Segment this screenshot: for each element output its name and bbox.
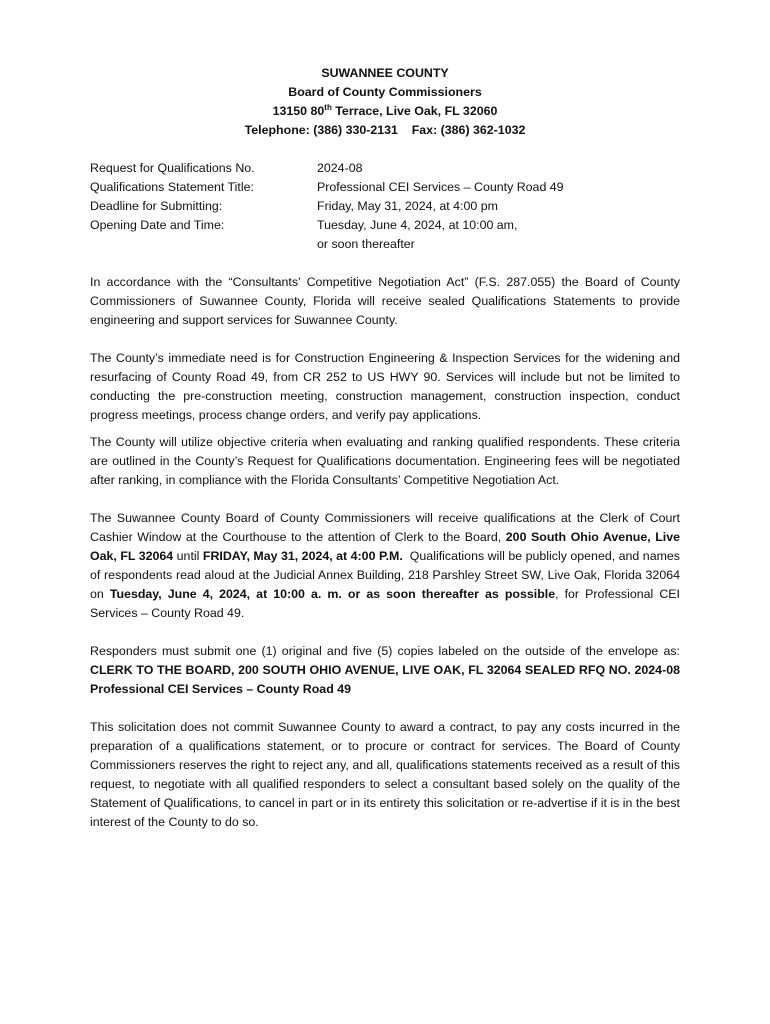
submission-text-4: , for Professional CEI Services – County Road 49. [90,587,681,620]
paragraph-envelope [90,642,680,699]
deadline-label: Deadline for Submitting: [90,199,223,213]
paragraph-submission [90,509,684,623]
rfq-number-value: 2024-08 [317,161,363,175]
title-value: Professional CEI Services – County Road 49 [317,180,564,194]
address-number: 13150 80 [272,104,325,118]
envelope-label: CLERK TO THE BOARD, 200 SOUTH OHIO AVENUE, LIVE OAK, FL 32064 SEALED RFQ NO. 2024-08 Professional CEI Services – County Road 49 [90,663,680,696]
document-page [90,64,684,832]
board-name: Board of County Commissioners [288,85,482,99]
submission-text-1: The Suwannee County Board of County Commissioners will receive qualifications at the Clerk of Court Cashier Window at the Courthouse to the attention of Clerk to the Board, [90,511,680,544]
letterhead [90,64,680,140]
phone-fax-line: Telephone: (386) 330-2131 Fax: (386) 362-1032 [244,123,526,137]
paragraph-need: The County’s immediate need is for Construction Engineering & Inspection Services for the widening and resurfacing of County Road 49, from CR 252 to US HWY 90. Services will include but not be limited to conducting the pre-construction meeting, construction management, construction inspection, conduct progress meetings, process change orders, and verify pay applications. [90,351,680,422]
opening-value: Tuesday, June 4, 2024, at 10:00 am, [317,218,518,232]
submission-text-2: until [173,549,203,563]
county-name: SUWANNEE COUNTY [321,66,449,80]
deadline-value: Friday, May 31, 2024, at 4:00 pm [317,199,498,213]
rfq-number-label: Request for Qualifications No. [90,161,255,175]
submission-text-3: Qualifications will be publicly opened, and names of respondents read aloud at the Judicial Annex Building, 218 Parshley Street SW, Live Oak, Florida 32064 on [90,549,684,601]
address-ordinal: th [324,102,332,112]
opening-label: Opening Date and Time: [90,218,225,232]
rfq-details [90,159,680,254]
address-street: Terrace, Live Oak, FL 32060 [331,104,498,118]
paragraph-criteria: The County will utilize objective criteria when evaluating and ranking qualified respondents. These criteria are outlined in the County’s Request for Qualifications documentation. Engineering fees will be negotiated after ranking, in compliance with the Florida Consultants’ Competitive Negotiation Act. [90,435,680,487]
paragraph-intro: In accordance with the “Consultants’ Competitive Negotiation Act” (F.S. 287.055) the Board of County Commissioners of Suwannee County, Florida will receive sealed Qualifications Statements to provide engineering and support services for Suwannee County. [90,275,680,327]
submission-deadline: FRIDAY, May 31, 2024, at 4:00 P.M. [202,549,403,563]
opening-value-continuation: or soon thereafter [317,237,415,251]
title-label: Qualifications Statement Title: [90,180,254,194]
address-line [90,102,680,121]
submission-address: 200 South Ohio Avenue, Live Oak, FL 32064 [90,530,680,563]
envelope-text: Responders must submit one (1) original and five (5) copies labeled on the outside of the envelope as: [90,644,680,658]
submission-opening: Tuesday, June 4, 2024, at 10:00 a. m. or as soon thereafter as possible [109,587,556,601]
paragraph-disclaimer: This solicitation does not commit Suwannee County to award a contract, to pay any costs incurred in the preparation of a qualifications statement, or to procure or contract for services. The Board of County Commissioners reserves the right to reject any, and all, qualifications statements received as a result of this request, to negotiate with all qualified responders to select a consultant based solely on the quality of the Statement of Qualifications, to cancel in part or in its entirety this solicitation or re-advertise if it is in the best interest of the County to do so. [90,720,680,829]
